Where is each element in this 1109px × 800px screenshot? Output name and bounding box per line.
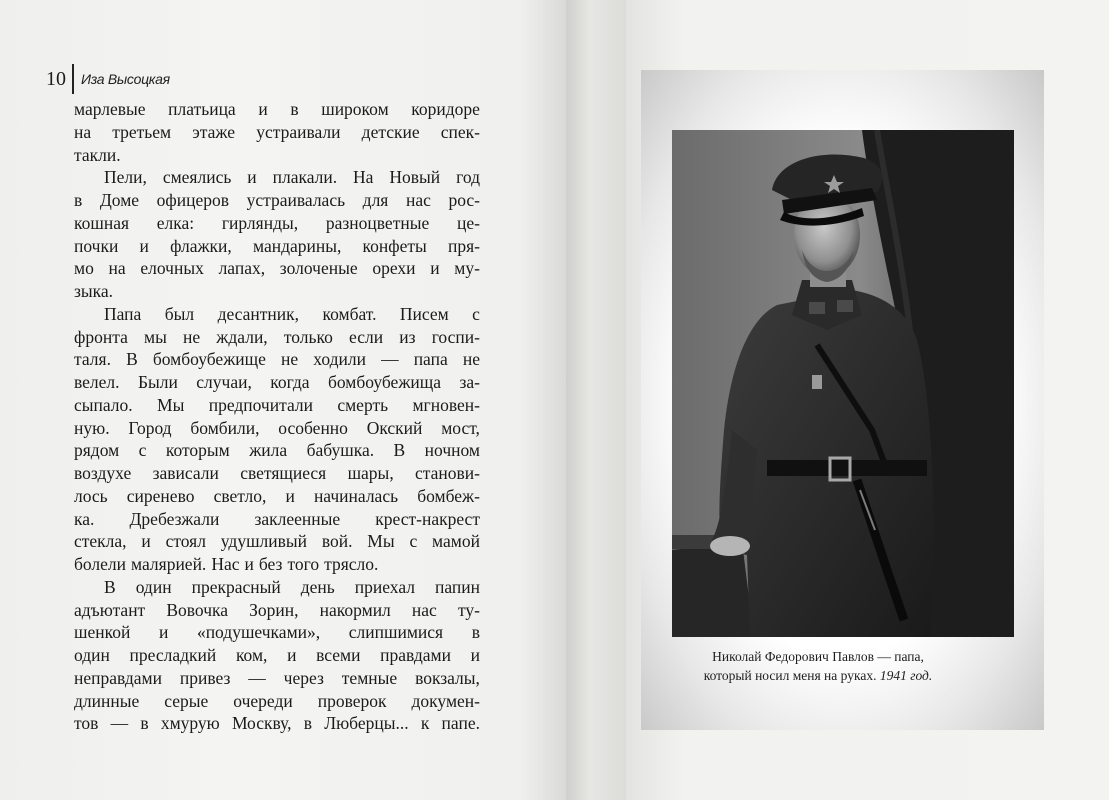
text-line: рядом с которым жила бабушка. В ночном: [74, 440, 480, 461]
caption-year: 1941 год.: [879, 668, 933, 683]
text-line: Папа был десантник, комбат. Писем с: [104, 303, 480, 324]
page-header: [46, 64, 170, 94]
caption-line-2: который носил меня на руках.: [703, 668, 877, 683]
text-line: ка. Дребезжали заклеенные крест-накрест: [74, 508, 480, 529]
text-line: велел. Были случаи, когда бомбоубежища за-: [74, 372, 480, 392]
text-line: длинные серые очереди проверок докумен-: [74, 690, 480, 711]
text-line: на третьем этаже устраивали детские спек-: [74, 121, 480, 142]
text-line: в Доме офицеров устраивалась для нас рос-: [74, 190, 480, 210]
caption-line-1: Николай Федорович Павлов — папа,: [712, 649, 924, 664]
photo-caption: [648, 647, 988, 685]
text-line: тов — в хмурую Москву, в Люберцы... к папе.: [74, 713, 480, 734]
book-gutter: [566, 0, 626, 800]
text-line: болели малярией. Нас и без того трясло.: [74, 554, 379, 574]
text-line: лось сиренево светло, и начиналась бомбеж-: [74, 485, 480, 506]
text-line: воздухе зависали светящиеся шары, станови-: [74, 463, 480, 483]
text-line: шенкой и «подушечками», слипшимися в: [74, 622, 480, 643]
text-line: один пресладкий ком, и всеми правдами и: [74, 645, 480, 665]
text-line: такли.: [74, 144, 121, 165]
text-line: неправдами привез — через темные вокзалы,: [74, 667, 480, 688]
text-line: почки и флажки, мандарины, конфеты пря-: [74, 235, 480, 256]
text-line: таля. В бомбоубежище не ходили — папа не: [74, 349, 480, 370]
text-line: фронта мы не ждали, только если из госпи-: [74, 326, 480, 347]
text-line: мо на елочных лапах, золоченые орехи и му-: [74, 258, 480, 279]
text-line: ную. Город бомбили, особенно Окский мост,: [74, 417, 480, 438]
text-line: стекла, и стоял удушливый вой. Мы с мамой: [74, 531, 480, 552]
text-line: сыпало. Мы предпочитали смерть мгновен-: [74, 394, 480, 415]
text-line: зыка.: [74, 281, 114, 301]
header-divider: [72, 64, 74, 94]
text-line: адъютант Вовочка Зорин, накормил нас ту-: [74, 599, 480, 620]
text-line: Пели, смеялись и плакали. На Новый год: [104, 167, 480, 188]
portrait-photo: [672, 130, 1014, 637]
body-text: [74, 98, 480, 735]
page-number: 10: [46, 67, 66, 90]
running-head: Иза Высоцкая: [81, 71, 170, 87]
officer-portrait-image: [672, 130, 1014, 637]
text-line: кошная елка: гирлянды, разноцветные це-: [74, 212, 480, 233]
text-line: марлевые платьица и в широком коридоре: [74, 99, 480, 119]
text-line: В один прекрасный день приехал папин: [104, 576, 480, 597]
